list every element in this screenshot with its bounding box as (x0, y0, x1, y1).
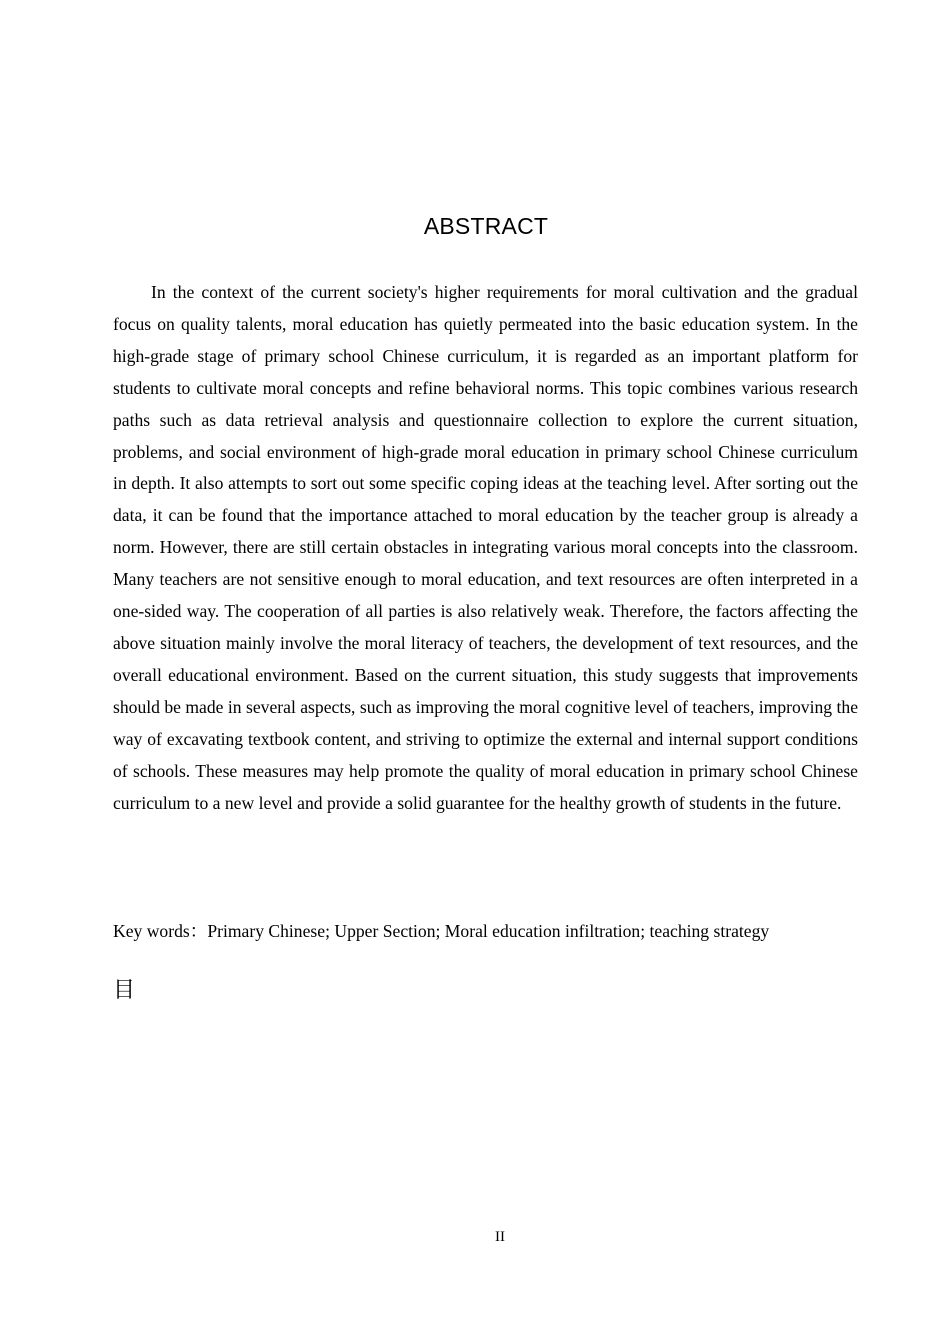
abstract-title: ABSTRACT (423, 213, 549, 239)
keywords-text: Primary Chinese; Upper Section; Moral education infiltration; teaching strategy (207, 921, 770, 941)
abstract-paragraph: In the context of the current society's higher requirements for moral cultivation and the gradual focus on quality talents, moral education has quietly permeated into the basic education system. In the high-grade stage of primary school Chinese curriculum, it is regarded as an important platform for students to cultivate moral concepts and refine behavioral norms. This topic combines various research paths such as data retrieval analysis and questionnaire collection to explore the current situation, problems, and social environment of high-grade moral education in primary school Chinese curriculum in depth. It also attempts to sort out some specific coping ideas at the teaching level. After sorting out the data, it can be found that the importance attached to moral education by the teacher group is already a norm. However, there are still certain obstacles in integrating various moral concepts into the classroom. Many teachers are not sensitive enough to moral education, and text resources are often interpreted in a one-sided way. The cooperation of all parties is also relatively weak. Therefore, the factors affecting the above situation mainly involve the moral literacy of teachers, the development of text resources, and the overall educational environment. Based on the current situation, this study suggests that improvements should be made in several aspects, such as improving the moral cognitive level of teachers, improving the way of excavating textbook content, and striving to optimize the external and internal support conditions of schools. These measures may help promote the quality of moral education in primary school Chinese curriculum to a new level and provide a solid guarantee for the healthy growth of students in the future. (113, 282, 858, 813)
table-of-contents-heading: 目 (113, 978, 136, 1003)
keywords-line (113, 916, 873, 946)
page-number: II (495, 1229, 505, 1245)
keywords-label: Key words： (113, 921, 208, 941)
